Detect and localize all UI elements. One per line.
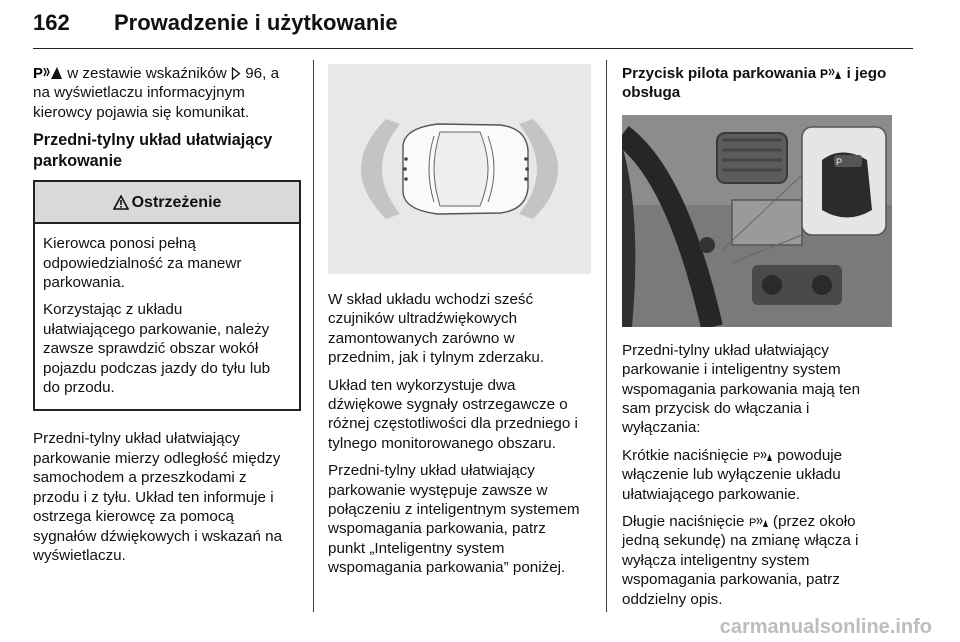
- body-paragraph: Układ ten wykorzystuje dwa dźwiękowe sygnały ostrzegawcze o różnej częstotliwości dla przedniego i tylnego monitorowanego obszaru.: [328, 376, 578, 452]
- warning-body: [35, 224, 299, 409]
- parking-warning-icon: [33, 65, 63, 80]
- watermark: carmanualsonline.info: [719, 616, 932, 638]
- svg-text:P: P: [820, 67, 829, 80]
- warning-triangle-icon: [113, 195, 129, 210]
- svg-text:P: P: [33, 65, 44, 80]
- section-heading: Przedni-tylny układ ułatwiający parkowanie: [33, 131, 273, 171]
- column-right: [622, 64, 892, 617]
- parking-assist-button-icon: [749, 515, 769, 528]
- body-paragraph: Długie naciśnięcie P (przez około jedną sekundę) na zmianę włącza i wyłącza inteligentny system wspomagania parkowania, patrz oddzielny opis.: [622, 513, 859, 608]
- warning-header: Ostrzeżenie: [35, 182, 299, 224]
- svg-text:P: P: [748, 517, 756, 529]
- page-number: 162: [33, 10, 70, 35]
- svg-text:P: P: [752, 450, 761, 462]
- warning-box: [33, 180, 301, 411]
- warning-paragraph: Korzystając z układu ułatwiającego parkowanie, należy zawsze sprawdzić obszar wokół pojazdu podczas jazdy do tyłu lub do przodu.: [43, 301, 271, 397]
- body-paragraph: Przedni-tylny układ ułatwiający parkowanie występuje zawsze w połączeniu z inteligentnym systemem wspomagania parkowania, patrz punkt „Inteligentny system wspomagania parkowania” poniżej.: [328, 462, 580, 577]
- body-paragraph: Przedni-tylny układ ułatwiający parkowanie i inteligentny system wspomagania parkowania mają ten sam przycisk do włączania i wyłączania:: [622, 341, 861, 437]
- warning-paragraph: Kierowca ponosi pełną odpowiedzialność za manewr parkowania.: [43, 235, 242, 292]
- svg-text:P: P: [836, 156, 843, 167]
- body-paragraph: Przedni-tylny układ ułatwiający parkowanie mierzy odległość między samochodem a przeszkodami z przodu i z tyłu. Układ ten informuje i ostrzega kierowcę za pomocą sygnałów dźwiękowych i wskazań na wyświetlaczu.: [33, 430, 283, 564]
- column-divider: [606, 60, 607, 612]
- chapter-title: Prowadzenie i użytkowanie: [114, 10, 398, 35]
- page-header: [33, 6, 913, 49]
- intro-paragraph: P w zestawie wskaźników 96, a na wyświetlaczu informacyjnym kierowcy pojawia się komunikat.: [33, 65, 280, 121]
- column-middle: [328, 64, 591, 586]
- section-heading: Przycisk pilota parkowania P i jego obsługa: [622, 65, 887, 102]
- parking-assist-button-icon: [753, 449, 773, 462]
- sensor-coverage-illustration: [328, 64, 591, 274]
- dashboard-button-photo: [622, 115, 892, 327]
- reference-arrow-icon: [231, 67, 241, 80]
- column-left: [33, 64, 301, 573]
- column-divider: [313, 60, 314, 612]
- body-paragraph: Krótkie naciśnięcie P powoduje włączenie lub wyłączenie układu ułatwiającego parkowanie.: [622, 446, 843, 503]
- body-paragraph: W skład układu wchodzi sześć czujników ultradźwiękowych zamontowanych zarówno w przednim, jak i tylnym zderzaku.: [328, 291, 545, 367]
- parking-assist-button-icon: [820, 66, 842, 80]
